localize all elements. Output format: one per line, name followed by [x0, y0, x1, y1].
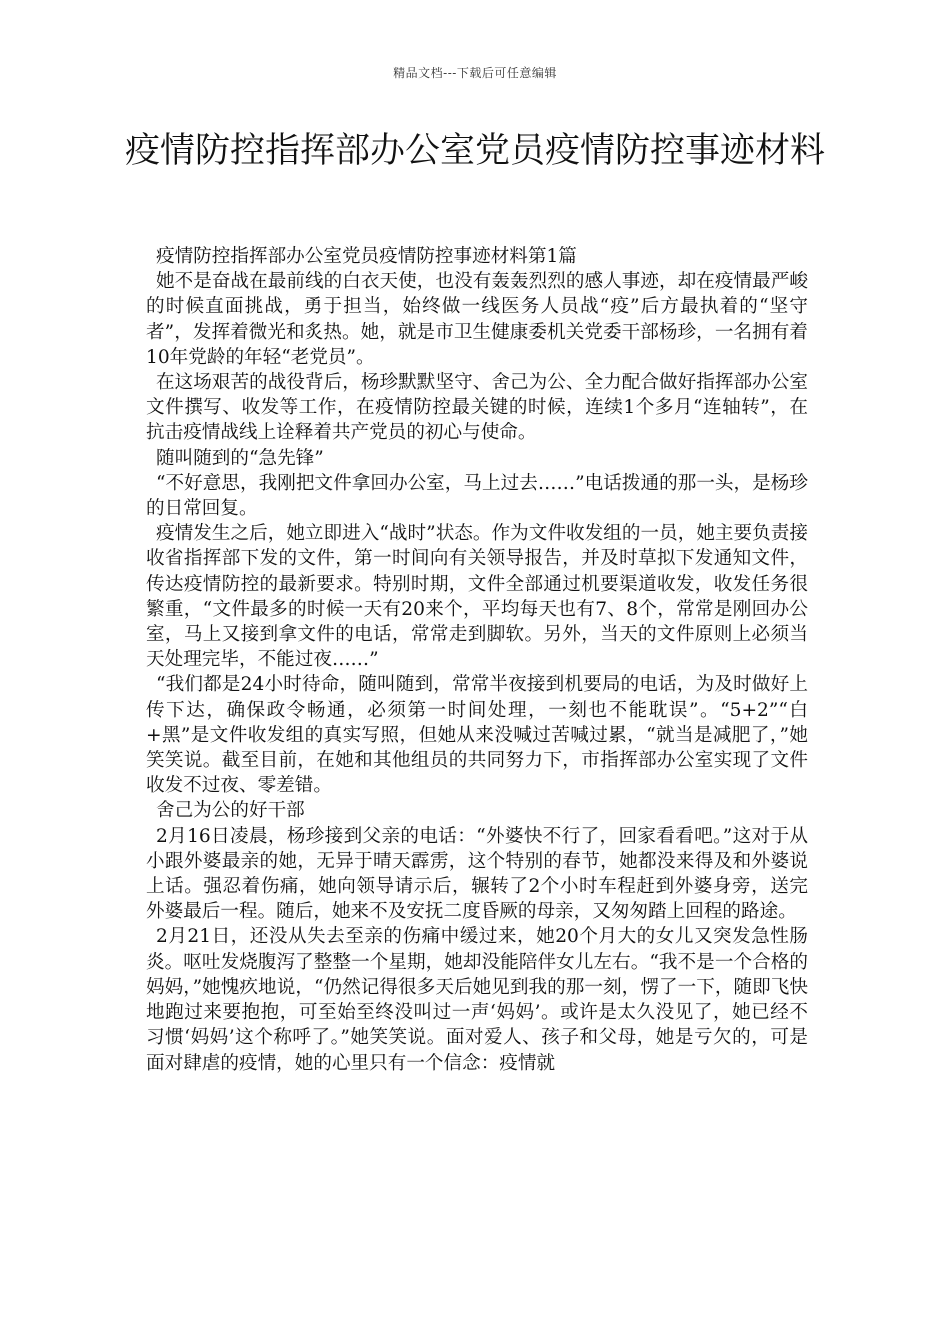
paragraph: “不好意思，我刚把文件拿回办公室，马上过去……”电话拨通的那一头，是杨珍的日常回复。 — [146, 472, 808, 520]
page-title: 疫情防控指挥部办公室党员疫情防控事迹材料 — [124, 131, 825, 171]
header-note: 精品文档---下载后可任意编辑 — [393, 66, 557, 80]
section-heading: 疫情防控指挥部办公室党员疫情防控事迹材料第1篇 — [156, 246, 577, 267]
paragraph: 2月16日凌晨，杨珍接到父亲的电话：“外婆快不行了，回家看看吧。”这对于从小跟外婆最亲的她，无异于晴天霹雳，这个特别的春节，她都没来得及和外婆说上话。强忍着伤痛，她向领导请示后，辗转了2个小时车程赶到外婆身旁，送完外婆最后一程。随后，她来不及安抚二度昏厥的母亲，又匆匆踏上回程的路途。 — [146, 825, 808, 923]
subheading: 随叫随到的“急先锋” — [156, 447, 324, 469]
subheading: 舍己为公的好干部 — [156, 800, 305, 822]
paragraph: “我们都是24小时待命，随叫随到，常常半夜接到机要局的电话，为及时做好上传下达，确保政令畅通，必须第一时间处理，一刻也不能耽误”。“5+2”“白+黑”是文件收发组的真实写照，但她从来没喊过苦喊过累，“就当是减肥了，”她笑笑说。截至目前，在她和其他组员的共同努力下，市指挥部办公室实现了文件收发不过夜、零差错。 — [146, 674, 808, 797]
document-body — [146, 244, 808, 1076]
paragraph: 在这场艰苦的战役背后，杨珍默默坚守、舍己为公、全力配合做好指挥部办公室文件撰写、收发等工作，在疫情防控最关键的时候，连续1个多月“连轴转”，在抗击疫情战线上诠释着共产党员的初心与使命。 — [146, 372, 808, 444]
paragraph: 她不是奋战在最前线的白衣天使，也没有轰轰烈烈的感人事迹，却在疫情最严峻的时候直面挑战，勇于担当，始终做一线医务人员战“疫”后方最执着的“坚守者”，发挥着微光和炙热。她，就是市卫生健康委机关党委干部杨珍，一名拥有着10年党龄的年轻“老党员”。 — [146, 271, 808, 368]
paragraph: 2月21日，还没从失去至亲的伤痛中缓过来，她20个月大的女儿又突发急性肠炎。呕吐发烧腹泻了整整一个星期，她却没能陪伴女儿左右。“我不是一个合格的妈妈，”她愧疚地说，“仍然记得很多天后她见到我的那一刻，愣了一下，随即飞快地跑过来要抱抱，可至始至终没叫过一声‘妈妈’。或许是太久没见了，她已经不习惯‘妈妈’这个称呼了。”她笑笑说。面对爱人、孩子和父母，她是亏欠的，可是面对肆虐的疫情，她的心里只有一个信念：疫情就 — [146, 926, 808, 1074]
paragraph: 疫情发生之后，她立即进入“战时”状态。作为文件收发组的一员，她主要负责接收省指挥部下发的文件，第一时间向有关领导报告，并及时草拟下发通知文件，传达疫情防控的最新要求。特别时期，文件全部通过机要渠道收发，收发任务很繁重，“文件最多的时候一天有20来个，平均每天也有7、8个，常常是刚回办公室，马上又接到拿文件的电话，常常走到脚软。另外，当天的文件原则上必须当天处理完毕，不能过夜……” — [146, 523, 808, 671]
